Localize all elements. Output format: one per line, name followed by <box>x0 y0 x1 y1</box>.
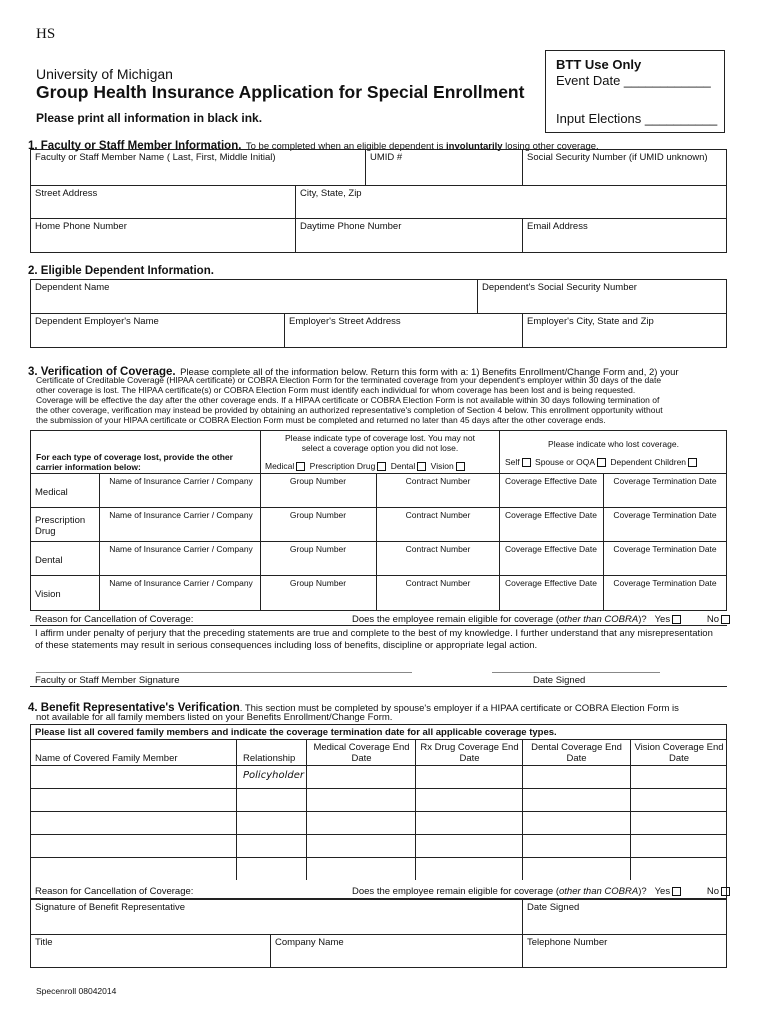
rep-title-field[interactable]: Title <box>30 934 271 968</box>
termination-date-field[interactable]: Coverage Termination Date <box>613 544 717 554</box>
eligible-yes-checkbox[interactable] <box>672 615 681 624</box>
termination-date-field[interactable]: Coverage Termination Date <box>613 510 717 520</box>
carrier-name-field[interactable]: Name of Insurance Carrier / Company <box>109 510 253 520</box>
employer-city-field[interactable]: Employer's City, State and Zip <box>522 313 727 348</box>
city-state-zip-field[interactable]: City, State, Zip <box>295 185 727 219</box>
row-type-medical: Medical <box>35 487 68 498</box>
section-3-instructions: Certificate of Creditable Coverage (HIPAA certificate) or COBRA Election Form for the terminated coverage from your dependent's employer within 30 days of the date other coverage is lost. The HIPAA certificate(s) or COBRA Election Form must identify each individual for whom coverage has been lost and is being requested. Coverage will be effective the day after the other coverage ends. If a HIPAA certificate or COBRA Election Form is not available within 30 days following termination of the other coverage, verification may instead be provided by obtaining an authorized representative's completion of Section 4 below. This enrollment opportunity without the submission of your HIPAA certificate or COBRA Election Form must be completed and returned no later than 45 days after the other coverage ends. <box>36 375 663 425</box>
col-rx-end: Rx Drug Coverage End Date <box>420 742 519 764</box>
contract-number-field[interactable]: Contract Number <box>405 578 471 588</box>
eligible-no-checkbox[interactable] <box>721 615 730 624</box>
self-checkbox[interactable] <box>522 458 531 467</box>
group-number-field[interactable]: Group Number <box>289 578 347 588</box>
rx-drug-checkbox[interactable] <box>377 462 386 471</box>
btt-title: BTT Use Only <box>556 57 642 72</box>
effective-date-field[interactable]: Coverage Effective Date <box>505 578 597 588</box>
medical-checkbox[interactable] <box>296 462 305 471</box>
carrier-name-field[interactable]: Name of Insurance Carrier / Company <box>109 544 253 554</box>
member-name-field[interactable]: Faculty or Staff Member Name ( Last, First, Middle Initial) <box>30 149 366 186</box>
contract-number-field[interactable]: Contract Number <box>405 544 471 554</box>
section-3-heading: 3. Verification of Coverage. Please complete all of the information below. Return this form with a: 1) Benefits Enrollment/Change Form and, 2) your <box>28 366 679 378</box>
col-relationship: Relationship <box>243 753 296 764</box>
eligible-question: Does the employee remain eligible for coverage (other than COBRA)? Yes No <box>352 614 732 625</box>
section-4-note: not available for all family members listed on your Benefits Enrollment/Change Form. <box>36 712 393 723</box>
section-1-heading: 1. Faculty or Staff Member Information. To be completed when an eligible dependent is involuntarily losing other coverage. <box>28 140 599 152</box>
home-phone-field[interactable]: Home Phone Number <box>30 218 296 253</box>
umid-field[interactable]: UMID # <box>365 149 523 186</box>
dependent-ssn-field[interactable]: Dependent's Social Security Number <box>477 279 727 314</box>
carrier-name-field[interactable]: Name of Insurance Carrier / Company <box>109 476 253 486</box>
affirmation-text: I affirm under penalty of perjury that the preceding statements are true and complete to the best of my knowledge. I further understand that any misrepresentation of these statements may result in serious consequences including loss of benefits, discipline or appropriate legal action. <box>35 628 713 651</box>
row-type-vision: Vision <box>35 589 61 600</box>
email-field[interactable]: Email Address <box>522 218 727 253</box>
member-date-signed-label[interactable]: Date Signed <box>533 675 586 686</box>
children-checkbox[interactable] <box>688 458 697 467</box>
dental-checkbox[interactable] <box>417 462 426 471</box>
row-type-dental: Dental <box>35 555 63 566</box>
section-4-heading: 4. Benefit Representative's Verification. This section must be completed by spouse's employer if a HIPAA certificate or COBRA Election Form is <box>28 702 679 714</box>
footer-code: Specenroll 08042014 <box>36 986 117 996</box>
vision-checkbox[interactable] <box>456 462 465 471</box>
spouse-checkbox[interactable] <box>597 458 606 467</box>
daytime-phone-field[interactable]: Daytime Phone Number <box>295 218 523 253</box>
dependent-name-field[interactable]: Dependent Name <box>30 279 478 314</box>
family-list-instruction: Please list all covered family members and indicate the coverage termination date for all applicable coverage types. <box>35 727 557 738</box>
input-elections-field[interactable]: Input Elections __________ <box>556 111 718 126</box>
rep-telephone-field[interactable]: Telephone Number <box>522 934 727 968</box>
member-signature-label[interactable]: Faculty or Staff Member Signature <box>35 675 180 686</box>
ink-instruction: Please print all information in black ink. <box>36 111 263 125</box>
carrier-name-field[interactable]: Name of Insurance Carrier / Company <box>109 578 253 588</box>
s4-eligible-question: Does the employee remain eligible for coverage (other than COBRA)? Yes No <box>352 886 732 897</box>
university-name: University of Michigan <box>36 66 173 82</box>
rep-signature-field[interactable]: Signature of Benefit Representative <box>30 899 523 935</box>
carrier-info-heading: For each type of coverage lost, provide the other carrier information below: <box>36 452 233 472</box>
effective-date-field[interactable]: Coverage Effective Date <box>505 510 597 520</box>
group-number-field[interactable]: Group Number <box>289 510 347 520</box>
s4-reason-label: Reason for Cancellation of Coverage: <box>35 886 194 897</box>
form-code: HS <box>36 26 56 42</box>
ssn-field[interactable]: Social Security Number (if UMID unknown) <box>522 149 727 186</box>
btt-use-only-box <box>545 50 725 133</box>
group-number-field[interactable]: Group Number <box>289 476 347 486</box>
section-2-heading: 2. Eligible Dependent Information. <box>28 265 214 277</box>
termination-date-field[interactable]: Coverage Termination Date <box>613 476 717 486</box>
effective-date-field[interactable]: Coverage Effective Date <box>505 544 597 554</box>
effective-date-field[interactable]: Coverage Effective Date <box>505 476 597 486</box>
coverage-type-options: Medical Prescription Drug Dental Vision <box>265 461 467 471</box>
reason-cancellation-label: Reason for Cancellation of Coverage: <box>35 614 194 625</box>
employer-street-field[interactable]: Employer's Street Address <box>284 313 523 348</box>
policyholder-label: Policyholder <box>243 770 304 781</box>
street-address-field[interactable]: Street Address <box>30 185 296 219</box>
s4-yes-checkbox[interactable] <box>672 887 681 896</box>
s4-no-checkbox[interactable] <box>721 887 730 896</box>
row-type-prescription: Prescription Drug <box>35 515 86 537</box>
contract-number-field[interactable]: Contract Number <box>405 476 471 486</box>
rep-company-field[interactable]: Company Name <box>270 934 523 968</box>
col-dental-end: Dental Coverage End Date <box>531 742 622 764</box>
page-title: Group Health Insurance Application for Special Enrollment <box>36 82 525 102</box>
rep-date-signed-field[interactable]: Date Signed <box>522 899 727 935</box>
col-vision-end: Vision Coverage End Date <box>634 742 724 764</box>
col-medical-end: Medical Coverage End Date <box>313 742 410 764</box>
dependent-employer-field[interactable]: Dependent Employer's Name <box>30 313 285 348</box>
event-date-field[interactable]: Event Date ____________ <box>556 73 711 88</box>
termination-date-field[interactable]: Coverage Termination Date <box>613 578 717 588</box>
col-covered-member: Name of Covered Family Member <box>35 753 178 764</box>
contract-number-field[interactable]: Contract Number <box>405 510 471 520</box>
who-lost-heading: Please indicate who lost coverage. <box>548 439 679 449</box>
coverage-type-heading: Please indicate type of coverage lost. You may not select a coverage option you did not lose. <box>285 433 475 453</box>
group-number-field[interactable]: Group Number <box>289 544 347 554</box>
who-lost-options: Self Spouse or OQA Dependent Children <box>505 457 699 467</box>
